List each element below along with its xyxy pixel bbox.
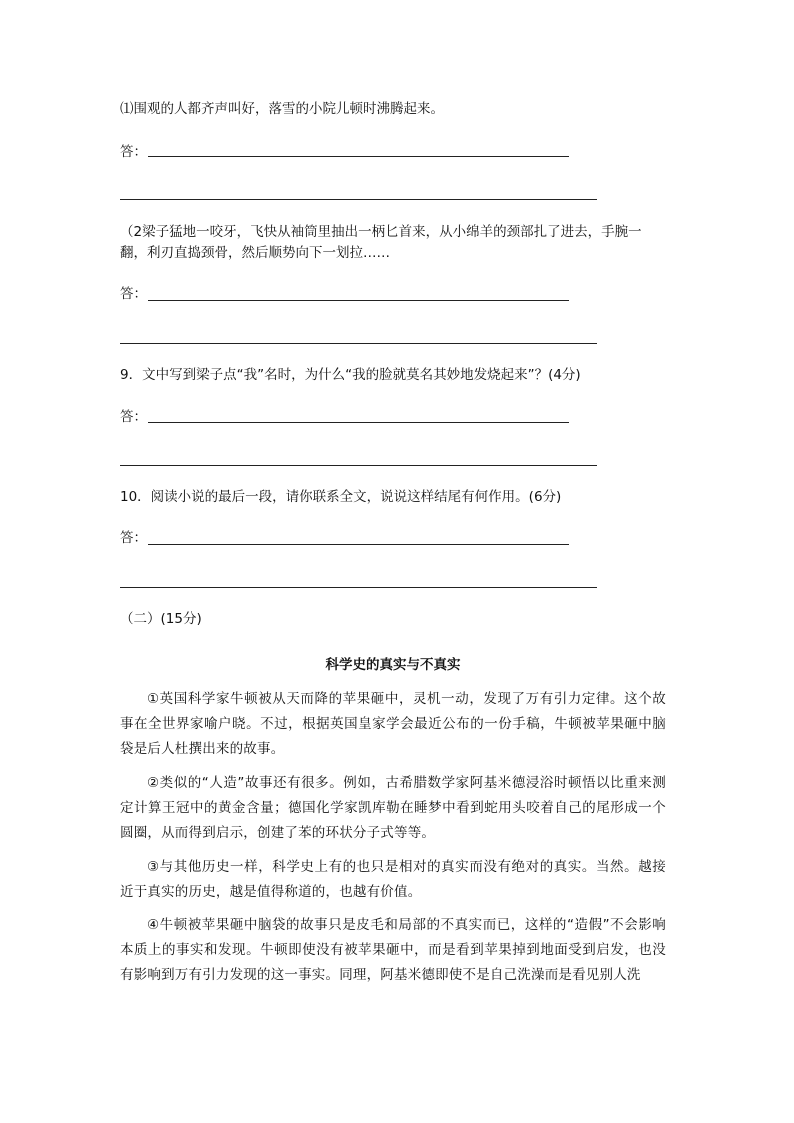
answer-line — [148, 156, 569, 157]
question-8-2-line2: 翻，利刃直捣颈骨，然后顺势向下一划拉…… — [120, 245, 390, 261]
answer-line — [120, 587, 597, 588]
question-8-1: ⑴围观的人都齐声叫好，落雪的小院儿顿时沸腾起来。 — [120, 101, 444, 117]
answer-line — [120, 465, 597, 466]
answer-line — [148, 544, 569, 545]
answer-label: 答： — [120, 530, 147, 546]
paragraph: ④牛顿被苹果砸中脑袋的故事只是皮毛和局部的不真实而已，这样的“造假”不会影响本质上的事实和发现。牛顿即使没有被苹果砸中，而是看到苹果掉到地面受到启发，也没有影响到万有引力发现的这一事实。同理，阿基米德即使不是自己洗澡而是看见别人洗 — [120, 917, 666, 983]
paragraph: ③与其他历史一样，科学史上有的也只是相对的真实而没有绝对的真实。当然。越接近于真实的历史，越是值得称道的，也越有价值。 — [120, 859, 666, 900]
question-8-2-line1: （2梁子猛地一咬牙，飞快从袖筒里抽出一柄匕首来，从小绵羊的颈部扎了进去，手腕一 — [120, 224, 642, 240]
paragraph: ①英国科学家牛顿被从天而降的苹果砸中，灵机一动，发现了万有引力定律。这个故事在全世界家喻户晓。不过，根据英国皇家学会最近公布的一份手稿，牛顿被苹果砸中脑袋是后人杜撰出来的故事。 — [120, 691, 666, 757]
answer-line — [120, 343, 597, 344]
paragraph: ②类似的“人造”故事还有很多。例如，古希腊数学家阿基米德浸浴时顿悟以比重来测定计算王冠中的黄金含量；德国化学家凯库勒在睡梦中看到蛇用头咬着自己的尾形成一个圆圈，从而得到启示，创建了苯的环状分子式等等。 — [120, 775, 666, 841]
answer-label: 答： — [120, 286, 147, 302]
article-title: 科学史的真实与不真实 — [325, 657, 461, 673]
question-10: 10．阅读小说的最后一段，请你联系全文，说说这样结尾有何作用。(6分) — [120, 489, 562, 505]
question-9: 9．文中写到梁子点“我”名时，为什么“我的脸就莫名其妙地发烧起来”？(4分) — [120, 367, 581, 383]
answer-label: 答： — [120, 144, 147, 160]
answer-line — [148, 422, 569, 423]
section-heading: （二）(15分) — [120, 611, 202, 627]
answer-line — [120, 199, 597, 200]
answer-label: 答： — [120, 409, 147, 425]
answer-line — [148, 300, 569, 301]
